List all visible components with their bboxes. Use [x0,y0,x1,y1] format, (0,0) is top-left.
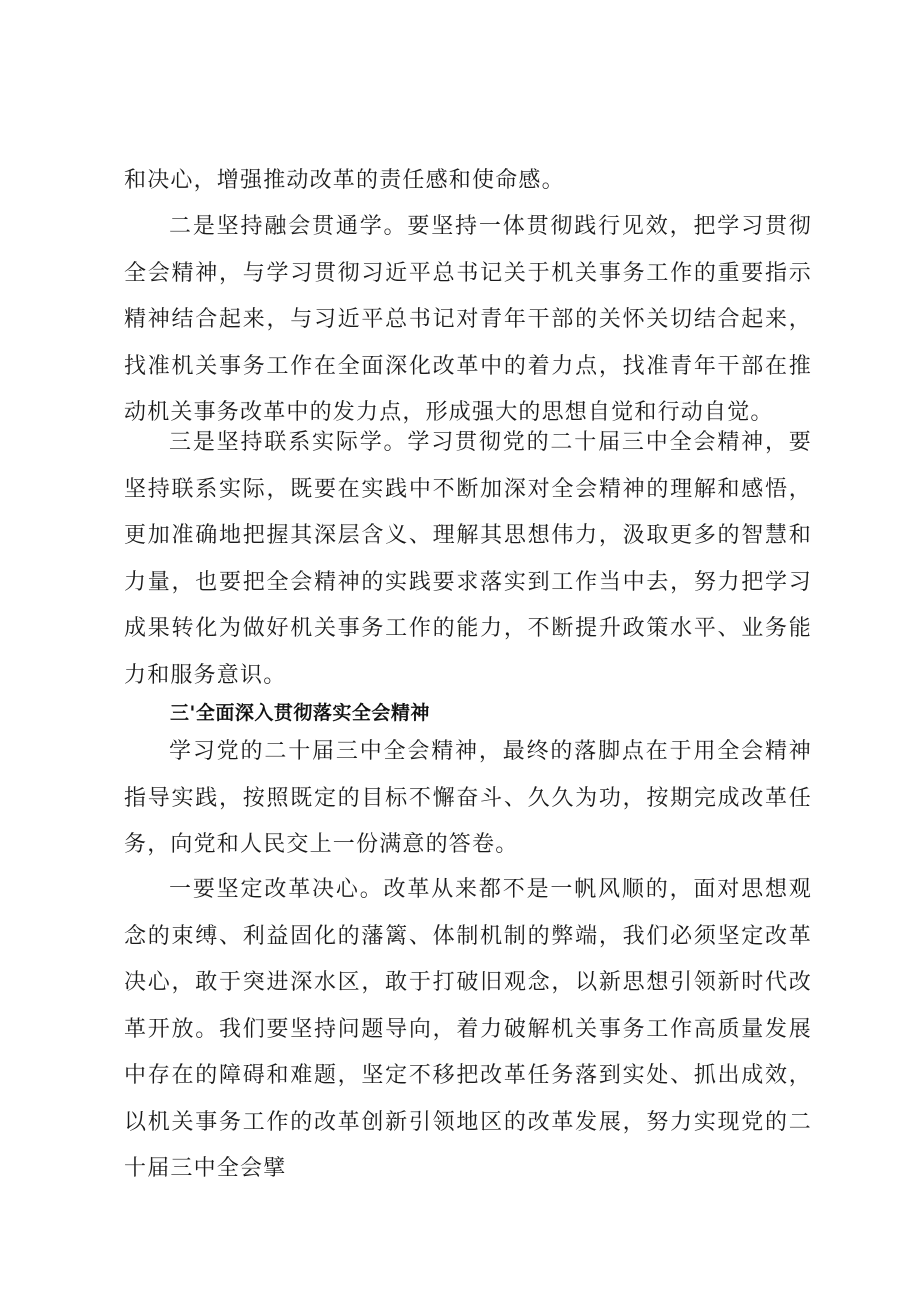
paragraph-continuation: 和决心，增强推动改革的责任感和使命感。 [124,168,565,193]
paragraph-practical-study: 三是坚持联系实际学。学习贯彻党的二十届三中全会精神，要坚持联系实际，既要在实践中不断加深对全会精神的理解和感悟，更加准确地把握其深层含义、理解其思想伟力，汲取更多的智慧和力量，也要把全会精神的实践要求落实到工作当中去，努力把学习成果转化为做好机关事务工作的能力，不断提升政策水平、业务能力和服务意识。 [124,430,812,688]
section-heading: 三'全面深入贯彻落实全会精神 [170,702,430,724]
paragraph-implementation-intro: 学习党的二十届三中全会精神，最终的落脚点在于用全会精神指导实践，按照既定的目标不懈奋斗、久久为功，按期完成改革任务，向党和人民交上一份满意的答卷。 [124,739,812,857]
paragraph-integrated-study: 二是坚持融会贯通学。要坚持一体贯彻践行见效，把学习贯彻全会精神，与学习贯彻习近平总书记关于机关事务工作的重要指示精神结合起来，与习近平总书记对青年干部的关怀关切结合起来，找准机关事务工作在全面深化改革中的着力点，找准青年干部在推动机关事务改革中的发力点，形成强大的思想自觉和行动自觉。 [124,214,812,425]
paragraph-reform-resolve: 一要坚定改革决心。改革从来都不是一帆风顺的，面对思想观念的束缚、利益固化的藩篱、体制机制的弊端，我们必须坚定改革决心，敢于突进深水区，敢于打破旧观念，以新思想引领新时代改革开放。我们要坚持问题导向，着力破解机关事务工作高质量发展中存在的障碍和难题，坚定不移把改革任务落到实处、抓出成效，以机关事务工作的改革创新引领地区的改革发展，努力实现党的二十届三中全会擘 [124,877,812,1181]
